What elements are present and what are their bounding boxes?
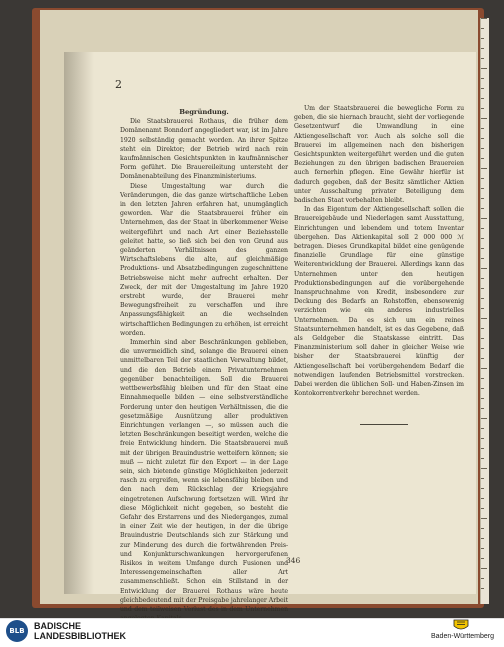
ruler-tick [481, 68, 487, 69]
ruler-tick [481, 588, 484, 589]
ruler-tick [481, 548, 484, 549]
ruler-tick [481, 438, 484, 439]
ruler-tick [481, 118, 487, 119]
baden-wuerttemberg-crest-icon [450, 618, 472, 632]
page-gutter-shadow [64, 52, 94, 594]
ruler-tick [481, 308, 484, 309]
left-column [120, 108, 288, 623]
ruler-tick [481, 518, 487, 519]
section-heading: Begründung. [179, 108, 229, 116]
left-paragraph: Die Staatsbrauerei Rothaus, die früher dem Domänenamt Bonndorf angegliedert war, ist im Jahre 1920 selbständig gemacht worden. An ihrer Spitze steht ein Direktor; der Betrieb wird nach rein kaufmännischen Gesichtspunkten in kaufmännischer Form geführt. Die Brauereileitung untersteht der Domänenabteilung des Finanzministeriums. [120, 118, 288, 181]
ruler-tick [481, 578, 484, 579]
library-name-line1: BADISCHE [34, 621, 82, 631]
ruler-tick [481, 508, 484, 509]
ruler-tick [481, 558, 484, 559]
color-scale-ruler [480, 18, 489, 604]
ruler-tick [481, 178, 484, 179]
ruler-tick [481, 158, 484, 159]
ruler-tick [481, 208, 484, 209]
ruler-tick [481, 108, 484, 109]
ruler-tick [481, 258, 484, 259]
ruler-tick [481, 268, 487, 269]
ruler-tick [481, 488, 484, 489]
ruler-tick [481, 238, 484, 239]
right-column [294, 104, 464, 399]
page-number: 2 [115, 78, 122, 91]
ruler-tick [481, 218, 487, 219]
footer-page-number: 346 [286, 556, 301, 565]
ruler-tick [481, 38, 484, 39]
ruler-tick [481, 18, 487, 19]
right-paragraph: In das Eigentum der Aktiengesellschaft sollen die Brauereigebäude und Niederlagen samt Ausstattung, Einrichtungen und lebendem und totem Inventar übergehen. Das Aktienkapital soll 2 000 000 ℳ betragen. Dieses Grundkapital bildet eine genügende finanzielle Grundlage für eine günstige Weiterentwicklung der Brauerei. Allerdings kann das Unternehmen unter den heutigen Produktionsbedingungen auf die vorübergehende Inanspruchnahme von Kredit, insbesondere zur Deckung des Bedarfs an Rohstoffen, ebensowenig verzichten wie ein anderes industrielles Unternehmen. Da es sich um ein reines Staatsunternehmen handelt, ist es das Gegebene, daß als Geldgeber die Staatskasse eintritt. Das Finanzministerium soll daher in gleicher Weise wie bisher der Staatsbrauerei künftig der Aktiengesellschaft bei vorübergehendem Bedarf die notwendigen laufenden Betriebsmittel vorstrecken. Dabei werden die üblichen Soll- und Haben-Zinsen im Kontokorrentverkehr berechnet werden. [294, 206, 464, 398]
ruler-tick [481, 318, 487, 319]
ruler-tick [481, 48, 484, 49]
ruler-tick [481, 328, 484, 329]
end-rule [360, 424, 408, 425]
ruler-tick [481, 248, 484, 249]
right-paragraph: Um der Staatsbrauerei die bewegliche Form zu geben, die sie hiernach braucht, sieht der vorliegende Gesetzentwurf die Umwandlung in eine Aktiengesellschaft vor. Auch als solche soll die Brauerei im allgemeinen nach den bisherigen Gesichtspunkten weitergeführt werden und die guten Beziehungen zu den übrigen badischen Brauereien auch fernerhin pflegen. Eine Gewähr hierfür ist dadurch gegeben, daß der Besitz sämtlicher Aktien unter Ausschaltung privater Beteiligung dem badischen Staat vorbehalten bleibt. [294, 105, 464, 205]
library-name[interactable] [34, 621, 126, 641]
ruler-tick [481, 28, 484, 29]
ruler-tick [481, 88, 484, 89]
ruler-tick [481, 478, 484, 479]
baden-wuerttemberg-label: Baden-Württemberg [431, 633, 495, 640]
left-paragraph: Diese Umgestaltung war durch die Veränderungen, die das ganze wirtschaftliche Leben in den letzten Jahren erfahren hat, unumgänglich geworden. War die Staatsbrauerei früher ein Unternehmen, das der Staat in überkommener Weise weitergeführt und nach Art einer Beziehsstelle geleitet hatte, so ließ sich bei den von Grund aus geänderten Verhältnissen des ganzen Wirtschaftslebens die alte, auf gleichmäßige Produktions- und Absatzbedingungen zugeschnittene Betriebsweise nicht mehr aufrecht erhalten. Der Zweck, der mit der Umgestaltung im Jahre 1920 erstrebt wurde, der Brauerei mehr Bewegungsfreiheit zu verschaffen und ihre Anpassungsfähigkeit an die wechselnden wirtschaftlichen Bedingungen zu erhöhen, ist erreicht worden. [120, 182, 288, 337]
left-paragraph: Immerhin sind aber Beschränkungen geblieben, die unvermeidlich sind, solange die Brauerei einen unmittelbaren Teil der staatlichen Verwaltung bildet, und die den Betrieb einem Privatunternehmen gegenüber benachteiligen. Soll die Brauerei wettbewerbsfähig bleiben und für den Staat eine Einnahmequelle bilden — eine selbstverständliche Forderung unter den heutigen Verhältnissen, die die gesetzmäßige Ausnützung aller produktiven Einrichtungen verlangen —, so müssen auch die letzten Beschränkungen beseitigt werden, welche die freie Entwicklung hindern. Die Staatsbrauerei muß mit der übrigen Brauindustrie wetteifern können; sie muß — nicht zuletzt für den Export — in der Lage sein, sich bietende günstige Möglichkeiten jederzeit rasch zu ergreifen, wenn sie lebensfähig bleiben und den nach dem Rückschlag der Kriegsjahre eingetretenen Aufschwung fortsetzen will. Wird ihr diese Möglichkeit nicht gegeben, so besteht die Gefahr des Erstarrens und des Niederganges, zumal in einer Zeit wie der heutigen, in der die übrige Brauindustrie Deutschlands sich zur Stärkung und zur Minderung des durch die fortwährenden Preis- und Konjunkturschwankungen hervorgerufenen Risikos in weitem Umfange durch Fusionen und Interessengemeinschaften aller Art zusammenschließt. Schon ein Stillstand in der Entwicklung der Brauerei Rothaus wäre heute gleichbedeutend mit der Preisgabe jahrelanger Arbeit und dem teilweisen Verlust des in dem Unternehmen [120, 339, 288, 613]
ruler-tick [481, 418, 487, 419]
ruler-tick [481, 538, 484, 539]
ruler-tick [481, 138, 484, 139]
ruler-tick [481, 168, 487, 169]
ruler-tick [481, 378, 484, 379]
ruler-tick [481, 348, 484, 349]
ruler-tick [481, 228, 484, 229]
ruler-tick [481, 58, 484, 59]
ruler-tick [481, 398, 484, 399]
ruler-tick [481, 78, 484, 79]
ruler-tick [481, 458, 484, 459]
ruler-tick [481, 128, 484, 129]
ruler-tick [481, 428, 484, 429]
ruler-tick [481, 528, 484, 529]
ruler-tick [481, 568, 487, 569]
ruler-tick [481, 188, 484, 189]
ruler-tick [481, 408, 484, 409]
ruler-tick [481, 358, 484, 359]
ruler-tick [481, 148, 484, 149]
ruler-tick [481, 278, 484, 279]
ruler-tick [481, 298, 484, 299]
ruler-tick [481, 368, 487, 369]
library-name-line2: LANDESBIBLIOTHEK [34, 631, 126, 641]
ruler-tick [481, 338, 484, 339]
ruler-tick [481, 388, 484, 389]
ruler-tick [481, 198, 484, 199]
blb-logo-icon[interactable]: BLB [6, 620, 28, 642]
ruler-tick [481, 498, 484, 499]
ruler-tick [481, 98, 484, 99]
ruler-tick [481, 288, 484, 289]
ruler-tick [481, 448, 484, 449]
ruler-tick [481, 468, 487, 469]
